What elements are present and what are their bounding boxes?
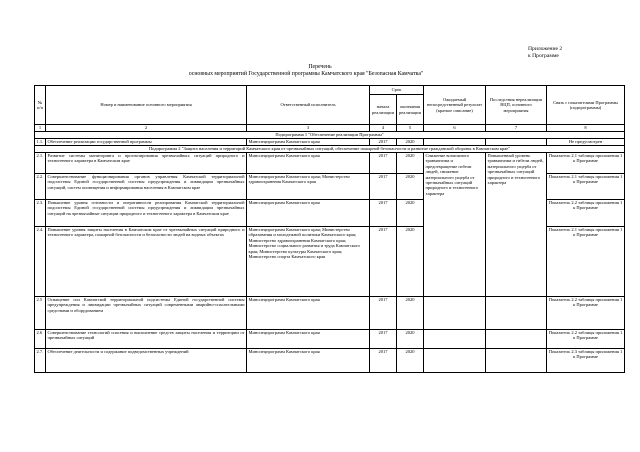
row-name: Совершенствование технологий спасения и выполнение средств защиты населения и территории от чрезвычайных ситуаций <box>46 330 247 349</box>
row-name: Обеспечение деятельности и содержание подведомственных учреждений <box>46 349 247 373</box>
row-name: Развитие системы мониторинга и прогнозирования чрезвычайных ситуаций природного и техногенного характера в Камчатском крае <box>46 153 247 174</box>
row-result <box>424 139 486 146</box>
appendix-line1: Приложение 2 <box>528 46 563 52</box>
row-end: 2020 <box>397 153 424 174</box>
document-title: Перечень <box>308 64 332 70</box>
col-number: 8 <box>547 125 625 132</box>
col-number: 2 <box>46 125 247 132</box>
subprogram-2-row <box>35 146 625 153</box>
row-executor: Минспецпрограмм Камчатского края <box>247 200 370 227</box>
col-number: 4 <box>370 125 397 132</box>
row-start: 2017 <box>370 200 397 227</box>
row-num: 2.2. <box>35 174 46 200</box>
row-consequences <box>486 349 547 373</box>
row-name: Повышение уровня готовности и оперативности реагирования Камчатской территориальной подсистемы Единой государственной системы предупреждения и ликвидации чрезвычайных ситуаций на чрезвычайные ситуации природного и техногенного характера в Камчатском крае <box>46 200 247 227</box>
row-executor: Минспецпрограмм Камчатского края <box>247 349 370 373</box>
header-result: Ожидаемый непосредственный результат (краткое описание) <box>424 86 486 125</box>
header-link: Связь с показателями Программы (подпрограммы) <box>547 86 625 125</box>
row-name: Обеспечение реализации государственной программы <box>46 139 247 146</box>
row-link: Показатель 2.3 таблицы приложения 1 к Программе <box>547 349 625 373</box>
measures-table <box>34 85 625 373</box>
header-name: Номер и наименование основного мероприятия <box>46 86 247 125</box>
row-consequences <box>486 330 547 349</box>
row-executor: Минспецпрограмм Камчатского края <box>247 153 370 174</box>
col-number: 6 <box>424 125 486 132</box>
appendix-label <box>528 46 628 60</box>
row-start: 2017 <box>370 330 397 349</box>
header-start: начала реализации <box>370 95 397 125</box>
col-number: 7 <box>486 125 547 132</box>
row-end: 2020 <box>397 174 424 200</box>
table-row <box>35 330 625 349</box>
row-num: 2.4. <box>35 227 46 297</box>
col-number: 1 <box>35 125 46 132</box>
row-num: 2.3. <box>35 200 46 227</box>
table-row <box>35 153 625 174</box>
row-executor: Минспецпрограмм Камчатского края <box>247 330 370 349</box>
header-row <box>35 86 625 95</box>
subprogram-1-title: Подпрограмма 1 "Обеспечение реализации Программы" <box>35 132 625 139</box>
row-consequences <box>486 139 547 146</box>
subprogram-2-title: Подпрограмма 2 "Защита населения и территорий Камчатского края от чрезвычайных ситуаций, обеспечение пожарной безопасности и развитие гражданской обороны в Камчатском крае" <box>35 146 625 153</box>
header-term: Срок <box>370 86 424 95</box>
row-result <box>424 297 486 330</box>
row-start: 2017 <box>370 153 397 174</box>
row-name: Совершенствование функционирования органов управления Камчатской территориальной подсистемы Единой государственной системы предупреждения и ликвидации чрезвычайных ситуаций, систем оповещения и информирования населения в Камчатском крае <box>46 174 247 200</box>
appendix-line2: к Программе <box>528 53 559 60</box>
row-link: Показатель 2.1 таблицы приложения 1 к Программе <box>547 227 625 297</box>
row-start: 2017 <box>370 349 397 373</box>
row-num: 2.1. <box>35 153 46 174</box>
row-end: 2020 <box>397 330 424 349</box>
column-numbers-row <box>35 125 625 132</box>
row-executor: Минспецпрограмм Камчатского края; Министерство здравоохранения Камчатского края <box>247 174 370 200</box>
row-start: 2017 <box>370 174 397 200</box>
header-consequences: Последствия нереализации ВЦП, основного мероприятия <box>486 86 547 125</box>
row-end: 2020 <box>397 349 424 373</box>
header-end: окончания реализации <box>397 95 424 125</box>
header-executor: Ответственный исполнитель <box>247 86 370 125</box>
row-link: Показатель 2.2 таблицы приложения 1 к Программе <box>547 297 625 330</box>
row-name: Оснащение сил Камчатской территориальной подсистемы Единой государственной системы предупреждения и ликвидации чрезвычайных ситуаций современными аварийно-спасательными средствами и оборудованием <box>46 297 247 330</box>
row-executor: Минспецпрограмм Камчатского края; Министерство образования и молодежной политики Камчатского края; Министерство здравоохранения Камчатского края; Министерство социального развития и труда Камчатского края; Министерство культуры Камчатского края; Министерство спорта Камчатского края <box>247 227 370 297</box>
row-result <box>424 330 486 349</box>
row-start: 2017 <box>370 227 397 297</box>
header-num: № п/п <box>35 86 46 125</box>
row-end: 2020 <box>397 227 424 297</box>
row-end: 2020 <box>397 200 424 227</box>
row-link: Не предусмотрен <box>547 139 625 146</box>
row-end: 2020 <box>397 297 424 330</box>
row-num: 2.7. <box>35 349 46 373</box>
row-executor: Минспецпрограмм Камчатского края <box>247 139 370 146</box>
table-row <box>35 297 625 330</box>
row-consequences-merged: Повышенный уровень травматизма и гибели людей, материального ущерба от чрезвычайных ситуаций природного и техногенного характера <box>486 153 547 297</box>
col-number: 3 <box>247 125 370 132</box>
subprogram-1-row <box>35 132 625 139</box>
row-link: Показатель 2.2 таблицы приложения 1 к Программе <box>547 200 625 227</box>
col-number: 5 <box>397 125 424 132</box>
row-link: Показатель 2.1 таблицы приложения 1 к Программе <box>547 153 625 174</box>
row-name: Повышение уровня защиты населения в Камчатском крае от чрезвычайных ситуаций природного и техногенного характера, пожарной безопасности и безопасности людей на водных объектах <box>46 227 247 297</box>
row-executor: Минспецпрограмм Камчатского края <box>247 297 370 330</box>
row-consequences <box>486 297 547 330</box>
row-num: 2.6 <box>35 330 46 349</box>
row-link: Показатель 2.1 таблицы приложения 1 к Программе <box>547 174 625 200</box>
row-link: Показатель 2.2 таблицы приложения 1 к Программе <box>547 330 625 349</box>
document-subtitle: основных мероприятий Государственной программы Камчатского края "Безопасная Камчатка" <box>188 71 424 77</box>
table-row <box>35 349 625 373</box>
row-result <box>424 349 486 373</box>
row-num: 2.5 <box>35 297 46 330</box>
row-result-merged: Снижение возможного травматизма и предотвращение гибели людей, снижение материального ущерба от чрезвычайных ситуаций природного и техногенного характера <box>424 153 486 297</box>
row-start: 2017 <box>370 139 397 146</box>
row-end: 2020 <box>397 139 424 146</box>
table-row <box>35 139 625 146</box>
row-num: 1.1. <box>35 139 46 146</box>
row-start: 2017 <box>370 297 397 330</box>
